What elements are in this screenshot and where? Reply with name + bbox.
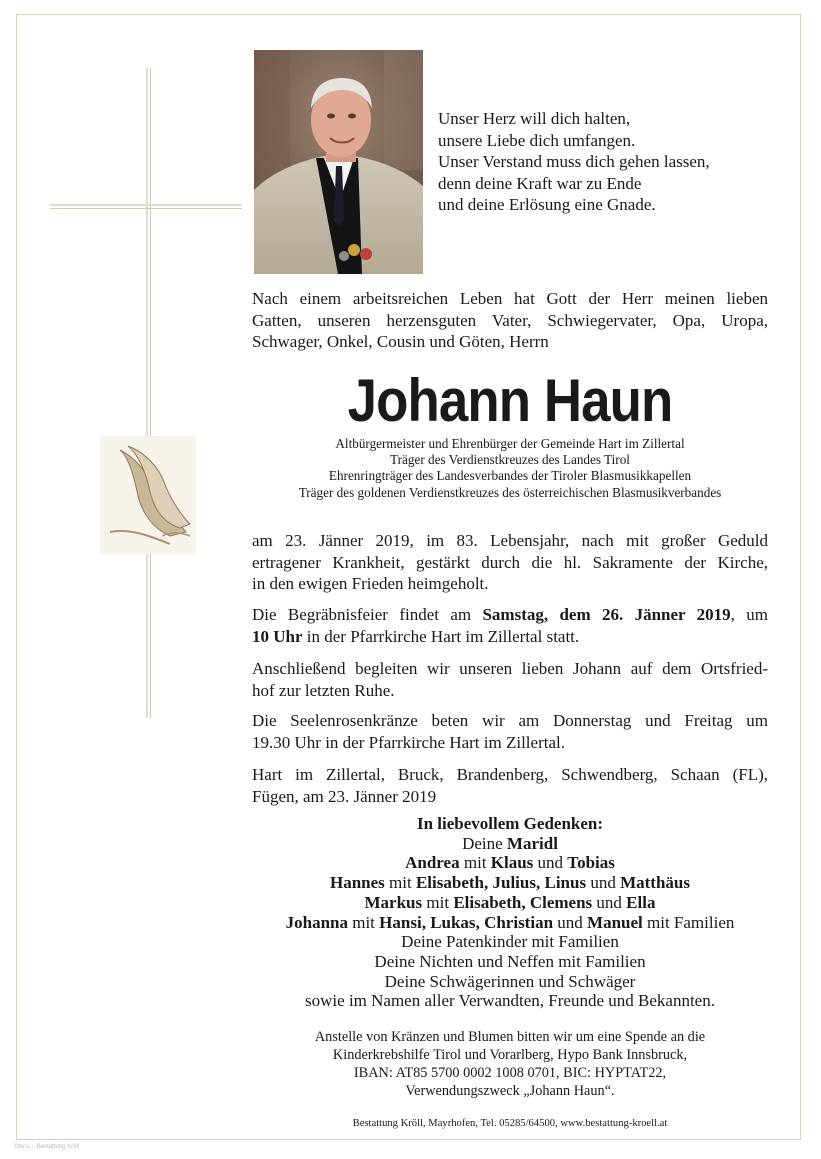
- burial-line: hof zur letzten Ruhe.: [252, 680, 395, 700]
- donation-request: [240, 1028, 780, 1100]
- donation-line: Kinderkrebshilfe Tirol und Vorarlberg, Hypo Bank Innsbruck,: [332, 1047, 688, 1063]
- place-line: Hart im Zillertal, Bruck, Brandenberg, Schwendberg, Schaan (FL),: [252, 765, 768, 784]
- family-mourners: [240, 814, 780, 1011]
- place-line: Fügen, am 23. Jänner 2019: [252, 786, 437, 806]
- funeral-info: [252, 604, 768, 647]
- funeral-home-footer: Bestattung Kröll, Mayrhofen, Tel. 05285/64500, www.bestattung-kroell.at: [352, 1118, 668, 1129]
- funeral-line: [252, 626, 768, 648]
- family-line: Andrea mit Klaus und Tobias: [405, 853, 615, 873]
- family-heading: In liebevollem Gedenken:: [416, 814, 604, 833]
- place-date: [252, 764, 768, 807]
- family-line: Deine Patenkinder mit Familien: [401, 932, 619, 952]
- family-line: Deine Schwägerinnen und Schwäger: [384, 971, 636, 991]
- family-line: Hannes mit Elisabeth, Julius, Linus und Matthäus: [330, 873, 690, 893]
- deceased-name: Johann Haun: [347, 367, 673, 434]
- donation-line: Anstelle von Kränzen und Blumen bitten wir um eine Spende an die: [314, 1029, 706, 1045]
- copyright-note: ©by L. · Bestattung Kröll: [14, 1144, 80, 1150]
- rosary-info: [252, 710, 768, 753]
- portrait-photo: [254, 50, 423, 274]
- funeral-post: in der Pfarrkirche Hart im Zillertal statt.: [306, 626, 580, 646]
- title-line: Träger des goldenen Verdienstkreuzes des österreichischen Blasmusikverbandes: [298, 484, 722, 500]
- family-line: Deine Maridl: [462, 833, 558, 853]
- poem-line: Unser Herz will dich halten,: [438, 109, 631, 128]
- poem: [438, 108, 778, 216]
- funeral-pre: Die Begräbnisfeier findet am: [252, 605, 472, 624]
- funeral-date: Samstag, dem 26. Jänner 2019: [482, 605, 731, 624]
- title-line: Altbürgermeister und Ehrenbürger der Gemeinde Hart im Zillertal: [335, 436, 685, 451]
- family-line: Johanna mit Hansi, Lukas, Christian und Manuel mit Familien: [285, 912, 735, 932]
- title-line: Träger des Verdienstkreuzes des Landes Tirol: [390, 452, 630, 468]
- intro-text: [252, 288, 768, 353]
- rosary-line: 19.30 Uhr in der Pfarrkirche Hart im Zillertal.: [252, 732, 565, 752]
- honorary-titles: [240, 436, 780, 501]
- burial-info: [252, 658, 768, 701]
- family-line: Deine Nichten und Neffen mit Familien: [374, 951, 646, 971]
- family-line: sowie im Namen aller Verwandten, Freunde und Bekannten.: [305, 991, 715, 1011]
- donation-line: Verwendungszweck „Johann Haun“.: [405, 1083, 615, 1099]
- funeral-time: 10 Uhr: [252, 626, 303, 646]
- funeral-mid: , um: [730, 605, 768, 624]
- intro-line: Gatten, unseren herzensguten Vater, Schwiegervater, Opa, Uropa,: [252, 310, 768, 330]
- intro-line: Nach einem arbeitsreichen Leben hat Gott der Herr meinen lieben: [252, 289, 768, 308]
- poem-line: unsere Liebe dich umfangen.: [438, 130, 636, 150]
- intro-line: Schwager, Onkel, Cousin und Göten, Herrn: [252, 332, 549, 351]
- family-line: Markus mit Elisabeth, Clemens und Ella: [364, 892, 656, 912]
- death-notice-line: in den ewigen Frieden heimgeholt.: [252, 574, 489, 593]
- death-notice-line: am 23. Jänner 2019, im 83. Lebensjahr, nach mit großer Geduld: [252, 531, 768, 550]
- death-notice: [252, 530, 768, 595]
- poem-line: und deine Erlösung eine Gnade.: [438, 195, 656, 214]
- rosary-line: Die Seelenrosenkränze beten wir am Donnerstag und Freitag um: [252, 711, 768, 730]
- donation-line: IBAN: AT85 5700 0002 1008 0701, BIC: HYPTAT22,: [353, 1065, 667, 1081]
- death-notice-line: ertragener Krankheit, gestärkt durch die hl. Sakramente der Kirche,: [252, 552, 768, 572]
- funeral-line: [252, 604, 768, 626]
- burial-line: Anschließend begleiten wir unseren lieben Johann auf dem Ortsfried-: [252, 659, 768, 678]
- poem-line: denn deine Kraft war zu Ende: [438, 173, 642, 193]
- praying-hands-icon: [100, 436, 196, 554]
- poem-line: Unser Verstand muss dich gehen lassen,: [438, 152, 710, 171]
- title-line: Ehrenringträger des Landesverbandes der Tiroler Blasmusikkapellen: [328, 468, 692, 484]
